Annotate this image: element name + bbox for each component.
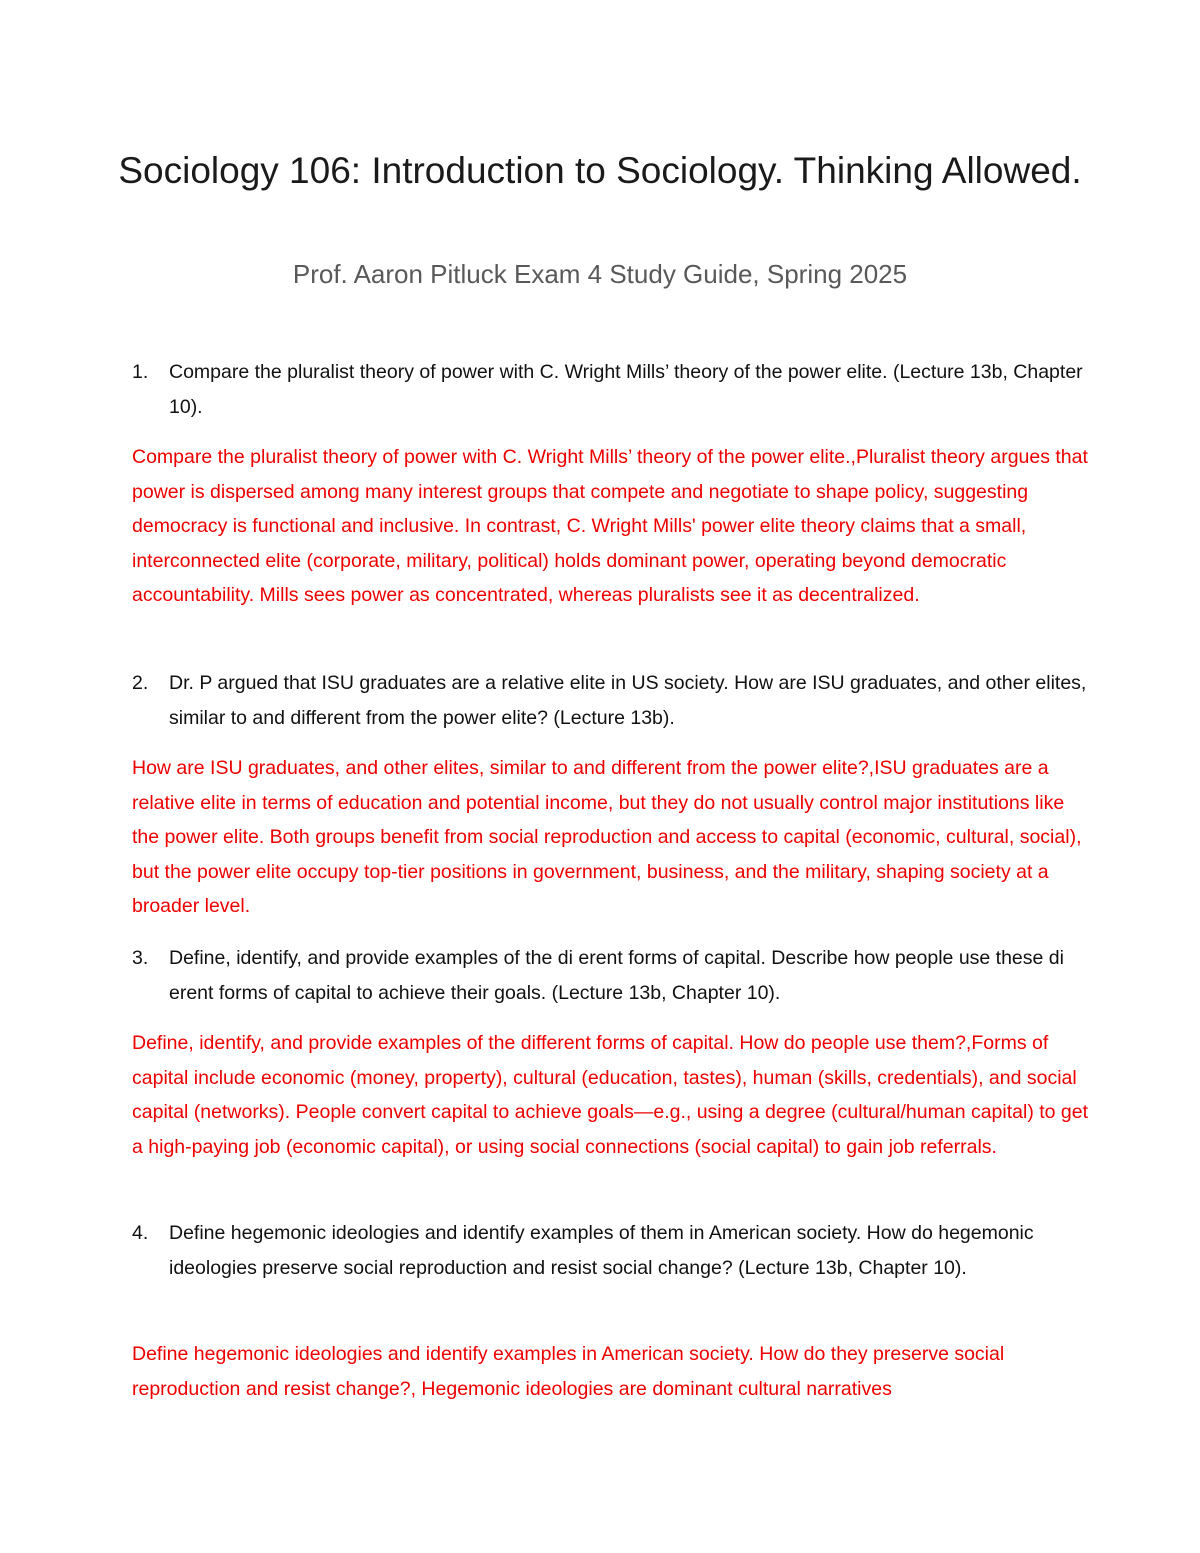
question-number: 2. [132,672,149,694]
question-1 [132,355,1102,424]
answer-4: Define hegemonic ideologies and identify examples in American society. How do they preserve social reproduction and resist change?, Hegemonic ideologies are dominant cultural narratives [132,1343,1005,1400]
question-2 [132,666,1102,735]
question-number: 1. [132,361,149,383]
answer-1: Compare the pluralist theory of power with C. Wright Mills’ theory of the power elite.,Pluralist theory argues that power is dispersed among many interest groups that compete and negotiate to shape policy, suggesting democracy is functional and inclusive. In contrast, C. Wright Mills' power elite theory claims that a small, interconnected elite (corporate, military, political) holds dominant power, operating beyond democratic accountability. Mills sees power as concentrated, whereas pluralists see it as decentralized. [132,446,1088,606]
question-text: Define, identify, and provide examples of the di erent forms of capital. Describe how people use these di erent forms of capital to achieve their goals. (Lecture 13b, Chapter 10). [169,947,1064,1004]
question-text: Dr. P argued that ISU graduates are a relative elite in US society. How are ISU graduates, and other elites, similar to and different from the power elite? (Lecture 13b). [169,672,1087,729]
document-subtitle: Prof. Aaron Pitluck Exam 4 Study Guide, Spring 2025 [292,259,908,289]
question-4 [132,1216,1102,1285]
question-text: Define hegemonic ideologies and identify examples of them in American society. How do hegemonic ideologies preserve social reproduction and resist social change? (Lecture 13b, Chapter 10). [169,1222,1034,1279]
answer-3: Define, identify, and provide examples of the different forms of capital. How do people use them?,Forms of capital include economic (money, property), cultural (education, tastes), human (skills, credentials), and social capital (networks). People convert capital to achieve goals—e.g., using a degree (cultural/human capital) to get a high-paying job (economic capital), or using social connections (social capital) to gain job referrals. [132,1032,1089,1158]
document-title: Sociology 106: Introduction to Sociology. Thinking Allowed. [118,150,1082,191]
question-3 [132,941,1102,1010]
question-text: Compare the pluralist theory of power with C. Wright Mills’ theory of the power elite. (Lecture 13b, Chapter 10). [169,361,1083,418]
question-number: 3. [132,947,149,969]
answer-2: How are ISU graduates, and other elites, similar to and different from the power elite?,ISU graduates are a relative elite in terms of education and potential income, but they do not usually control major institutions like the power elite. Both groups benefit from social reproduction and access to capital (economic, cultural, social), but the power elite occupy top-tier positions in government, business, and the military, shaping society at a broader level. [132,757,1082,917]
question-number: 4. [132,1222,149,1244]
